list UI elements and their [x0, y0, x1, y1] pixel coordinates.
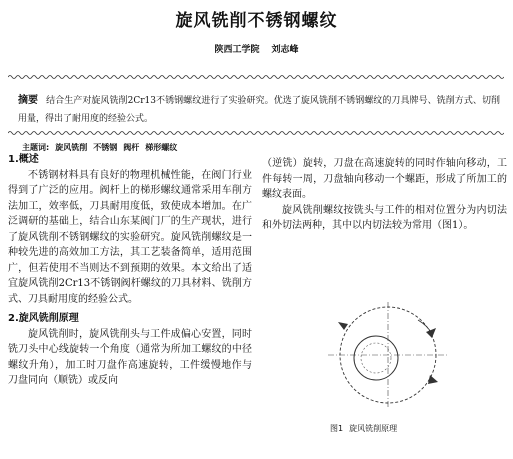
principle-continuation: （逆铣）旋转，刀盘在高速旋转的同时作轴向移动，工件每转一周，刀盘轴向移动一个螺距，形成了所加工的螺纹表面。 [262, 158, 507, 200]
cutting-method-paragraph: 旋风铣削螺纹按铣头与工件的相对位置分为内切法和外切法两种，其中以内切法较为常用（图1）。 [262, 204, 507, 231]
figure-label: 图1 [330, 424, 344, 433]
figure-caption [330, 423, 397, 434]
figure-caption-text: 旋风铣削原理 [349, 424, 398, 433]
paper-title: 旋风铣削不锈钢螺纹 [175, 11, 338, 31]
abstract [18, 92, 500, 128]
bottom-wavy-divider [8, 130, 504, 136]
keyword-1: 旋风铣削 [55, 143, 88, 152]
left-column [8, 152, 252, 389]
author: 刘志峰 [271, 45, 299, 55]
keyword-3: 阀杆 [123, 143, 140, 152]
keyword-4: 梯形螺纹 [145, 143, 178, 152]
institution: 陕西工学院 [214, 45, 260, 55]
section-heading-principle: 2.旋风铣削原理 [8, 313, 79, 324]
top-wavy-divider [8, 74, 504, 80]
section-heading-overview: 1.概述 [8, 154, 39, 165]
abstract-label: 摘要 [18, 95, 39, 106]
right-column [262, 156, 507, 234]
keywords-label: 主题词: [22, 143, 50, 152]
abstract-text: 结合生产对旋风铣削2Cr13不锈钢螺纹进行了实验研究。优选了旋风铣削不锈钢螺纹的刀具牌号、铣削方式、切削用量，得出了耐用度的经验公式。 [18, 96, 500, 124]
overview-paragraph: 不锈钢材料具有良好的物理机械性能，在阀门行业得到了广泛的应用。阀杆上的梯形螺纹通常采用车削方法加工，效率低，刀具耐用度低，致使成本增加。在广泛调研的基础上，结合山东某阀门厂的生产现状，进行了旋风铣削不锈钢螺纹的实验研究。旋风铣削螺纹是一种较先进的高效加工方法，其工艺装备简单，适用范围广，但若使用不当则达不到预期的效果。本文给出了适宜旋风铣削2Cr13不锈钢阀杆螺纹的刀具材料、铣削方式、刀具耐用度的经验公式。 [8, 169, 252, 305]
byline [0, 42, 513, 55]
keyword-2: 不锈钢 [93, 143, 118, 152]
principle-paragraph: 旋风铣削时，旋风铣削头与工件成偏心安置，同时铣刀头中心线旋转一个角度（通常为所加工螺纹的中径螺纹升角），加工时刀盘作高速旋转，工件缓慢地作与刀盘同向（顺铣）或反向 [8, 328, 252, 386]
whirlwind-milling-diagram [318, 300, 458, 410]
